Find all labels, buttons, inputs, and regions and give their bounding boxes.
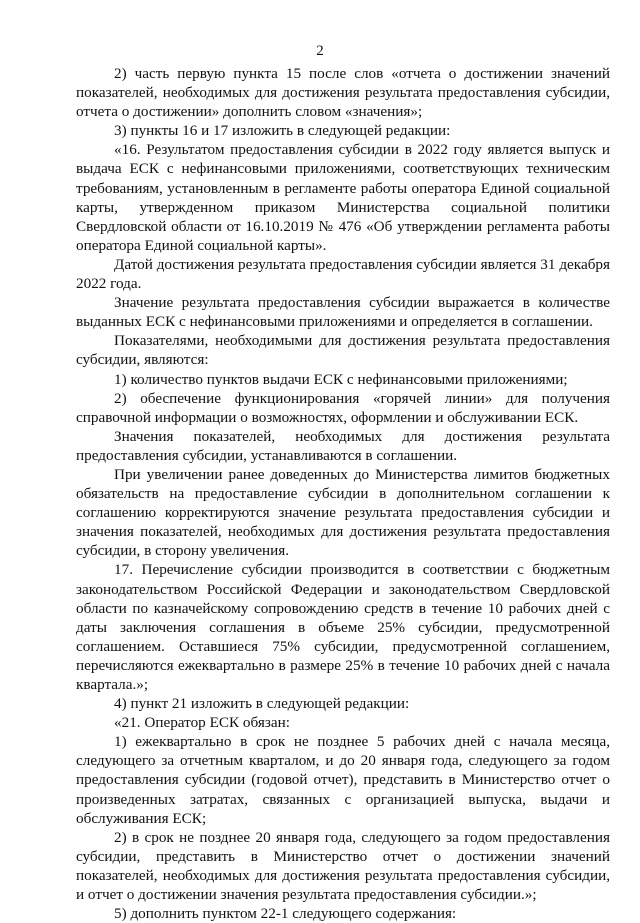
paragraph-result-date: Датой достижения результата предоставления субсидии является 31 декабря 2022 года. — [76, 255, 610, 293]
paragraph-3-clauses-16-17: 3) пункты 16 и 17 изложить в следующей редакции: — [114, 122, 451, 140]
paragraph-clause-21-heading: «21. Оператор ЕСК обязан: — [114, 714, 290, 732]
paragraph-result-value: Значение результата предоставления субсидии выражается в количестве выданных ЕСК с нефинансовыми приложениями и определяется в соглашении. — [76, 294, 610, 331]
paragraph-clause-17-transfer: 17. Перечисление субсидии производится в соответствии с бюджетным законодательством Российской Федерации и законодательством Свердловской области по казначейскому сопровождению средств в течение 10 рабочих дней с даты заключения соглашения в объеме 25% субсидии, предусмотренной соглашением. Оставшиеся 75% субсидии, предусмотренной соглашением, перечисляются ежеквартально в размере 25% в течение 10 рабочих дней с начала квартала.»; — [76, 561, 610, 693]
paragraph-indicator-2: 2) обеспечение функционирования «горячей линии» для получения справочной информации о возможностях, оформлении и обслуживании ЕСК. — [76, 389, 610, 426]
paragraph-2-part-first-clause-15: 2) часть первую пункта 15 после слов «отчета о достижении значений показателей, необходимых для достижения результата предоставления субсидии, отчета о достижении» дополнить словом «значения»; — [76, 65, 610, 121]
paragraph-indicators-intro: Показателями, необходимыми для достижения результата предоставления субсидии, являются: — [76, 332, 610, 369]
paragraph-clause-16-result: «16. Результатом предоставления субсидии в 2022 году является выпуск и выдача ЕСК с нефинансовыми приложениями, соответствующих техническим требованиям, установленным в регламенте работы оператора Единой социальной карты, утвержденном приказом Министерства социальной политики Свердловской области от 16.10.2019 № 476 «Об утверждении регламента работы оператора Единой социальной карты». — [76, 141, 610, 254]
paragraph-limit-increase: При увеличении ранее доведенных до Министерства лимитов бюджетных обязательств на предоставление субсидии в дополнительном соглашении к соглашению корректируются значение результата предоставления субсидии и значения показателей, необходимых для достижения результата предоставления субсидии, в сторону увеличения. — [76, 465, 610, 560]
paragraph-4-clause-21: 4) пункт 21 изложить в следующей редакции: — [114, 695, 410, 713]
page-number: 2 — [316, 43, 324, 59]
document-body — [76, 64, 610, 923]
paragraph-5-clause-22-1: 5) дополнить пунктом 22-1 следующего содержания: — [114, 905, 457, 923]
paragraph-clause-21-item-2: 2) в срок не позднее 20 января года, следующего за годом предоставления субсидии, представить в Министерство отчет о достижении значений показателей, необходимых для достижения результата предоставления субсидии, и отчет о достижении значения результата предоставления субсидии.»; — [76, 828, 610, 904]
paragraph-indicator-1: 1) количество пунктов выдачи ЕСК с нефинансовыми приложениями; — [114, 370, 568, 388]
paragraph-clause-21-item-1: 1) ежеквартально в срок не позднее 5 рабочих дней с начала месяца, следующего за отчетным кварталом, и до 20 января года, следующего за годом предоставления субсидии (годовой отчет), представить в Министерство отчет о произведенных затратах, связанных с организацией выпуска, выдачи и обслуживания ЕСК; — [76, 733, 610, 827]
paragraph-indicator-values: Значения показателей, необходимых для достижения результата предоставления субсидии, устанавливаются в соглашении. — [76, 427, 610, 464]
